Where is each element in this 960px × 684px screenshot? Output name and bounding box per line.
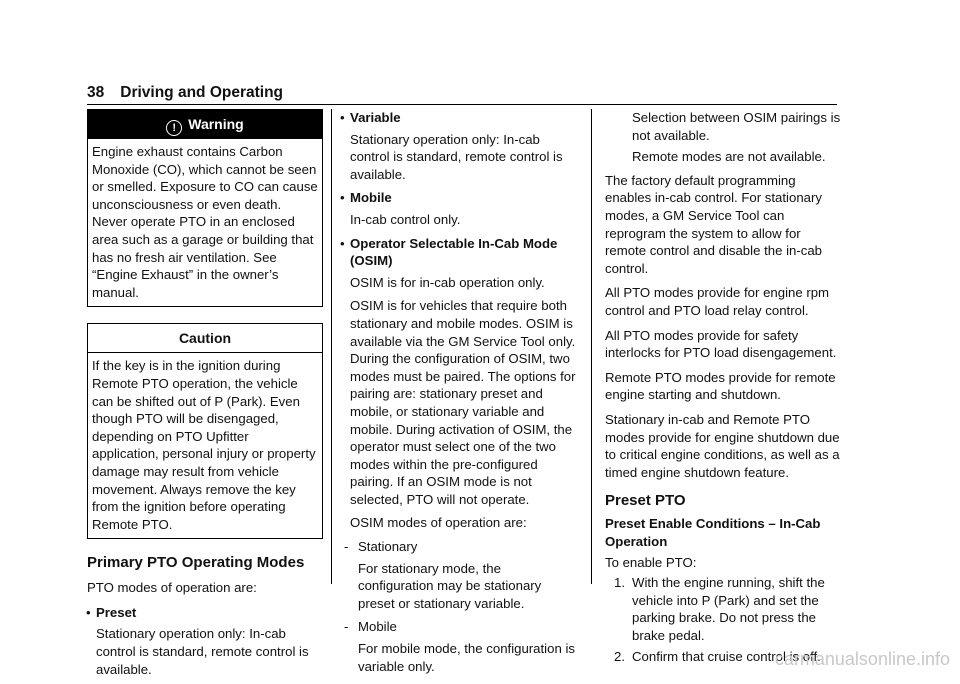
caution-title: Caution	[88, 324, 322, 353]
bullet-dot: •	[86, 604, 91, 620]
caution-text: If the key is in the ignition during Remote PTO operation, the vehicle can be shifted out of P (Park). Even though PTO will be disengaged, depending on PTO Upfitter application, personal injury or property damage may result from vehicle movement. Always remove the key from the ignition before operating Remote PTO.	[92, 358, 316, 532]
bullet-variable	[341, 109, 577, 127]
safety-interlocks-text: All PTO modes provide for safety interlocks for PTO load disengagement.	[605, 327, 837, 361]
bullet-dot: •	[340, 235, 345, 251]
bullet-dot: •	[340, 110, 345, 125]
dash-mark: -	[344, 619, 349, 635]
column-divider-1	[331, 109, 332, 584]
step-2-text: Confirm that cruise control is off.	[632, 649, 821, 665]
variable-label: Variable	[350, 110, 401, 125]
column-1	[87, 109, 323, 684]
mobile-text: In-cab control only.	[350, 211, 461, 227]
variable-text: Stationary operation only: In-cab control is standard, remote control is available.	[350, 131, 563, 182]
warning-icon: !	[166, 120, 182, 136]
preset-text: Stationary operation only: In-cab control is standard, remote control is available.	[96, 626, 309, 677]
shutdown-text: Stationary in-cab and Remote PTO modes provide for engine shutdown due to critical engine conditions, as well as a timed engine shutdown feature.	[605, 411, 840, 480]
warning-title: Warning	[188, 116, 244, 132]
stationary-label: Stationary	[358, 539, 418, 555]
dash-mark: -	[344, 539, 349, 555]
step-1-text: With the engine running, shift the vehicle into P (Park) and set the parking brake. Do not press the brake pedal.	[632, 575, 825, 643]
page-header	[87, 84, 283, 102]
step-2-number: 2.	[614, 649, 625, 665]
preset-pto-heading: Preset PTO	[605, 492, 686, 510]
step-1	[605, 574, 841, 644]
mobile-mode-label: Mobile	[358, 619, 397, 635]
dash-stationary	[341, 538, 577, 556]
dash-mobile	[341, 618, 577, 636]
caution-box	[87, 323, 323, 539]
mobile-mode-text: For mobile mode, the configuration is variable only.	[358, 641, 575, 674]
osim-continued-1: Selection between OSIM pairings is not available.	[632, 110, 841, 143]
mobile-label: Mobile	[350, 190, 392, 206]
warning-text: Engine exhaust contains Carbon Monoxide (CO), which cannot be seen or smelled. Exposure to CO can cause unconsciousness or even death. Never operate PTO in an enclosed area such as a garage or building that has no fresh air ventilation. See “Engine Exhaust” in the owner’s manual.	[92, 144, 318, 300]
bullet-dot: •	[340, 190, 345, 206]
preset-enable-subheading: Preset Enable Conditions – In-Cab Operation	[605, 516, 821, 549]
osim-p2: OSIM is for vehicles that require both stationary and mobile modes. OSIM is available via the GM Service Tool only. During the configuration of OSIM, two modes must be paired. The options for pairing are: stationary preset and mobile, or stationary variable and mobile. During activation of OSIM, the operator must select one of the two modes within the pre-configured pairing. If an OSIM mode is not selected, PTO will not operate.	[350, 298, 576, 507]
bullet-mobile	[341, 189, 577, 207]
column-2	[341, 109, 577, 681]
remote-modes-text: Remote PTO modes provide for remote engine starting and shutdown.	[605, 369, 836, 403]
osim-p1: OSIM is for in-cab operation only.	[350, 274, 545, 290]
default-programming-text: The factory default programming enables in-cab control. For stationary modes, a GM Service Tool can reprogram the system to allow for remote control and disable the in-cab control.	[605, 172, 822, 276]
warning-header	[88, 110, 322, 139]
step-1-number: 1.	[614, 575, 625, 591]
column-divider-2	[591, 109, 592, 584]
rpm-control-text: All PTO modes provide for engine rpm control and PTO load relay control.	[605, 285, 830, 318]
to-enable-text: To enable PTO:	[605, 555, 697, 571]
page-number: 38	[87, 84, 105, 101]
warning-box	[87, 109, 323, 307]
stationary-text: For stationary mode, the configuration may be stationary preset or stationary variable.	[358, 560, 542, 611]
osim-modes: OSIM modes of operation are:	[350, 515, 527, 531]
column-3	[605, 109, 841, 670]
osim-continued-2: Remote modes are not available.	[632, 149, 826, 165]
watermark-text: carmanualsonline.info	[774, 649, 950, 669]
primary-intro: PTO modes of operation are:	[87, 580, 257, 596]
bullet-preset	[87, 604, 323, 622]
header-rule	[87, 104, 837, 105]
osim-label: Operator Selectable In-Cab Mode (OSIM)	[350, 235, 558, 269]
primary-modes-heading: Primary PTO Operating Modes	[87, 554, 305, 572]
bullet-osim	[341, 235, 577, 270]
section-title: Driving and Operating	[120, 84, 284, 101]
preset-label: Preset	[96, 604, 137, 620]
